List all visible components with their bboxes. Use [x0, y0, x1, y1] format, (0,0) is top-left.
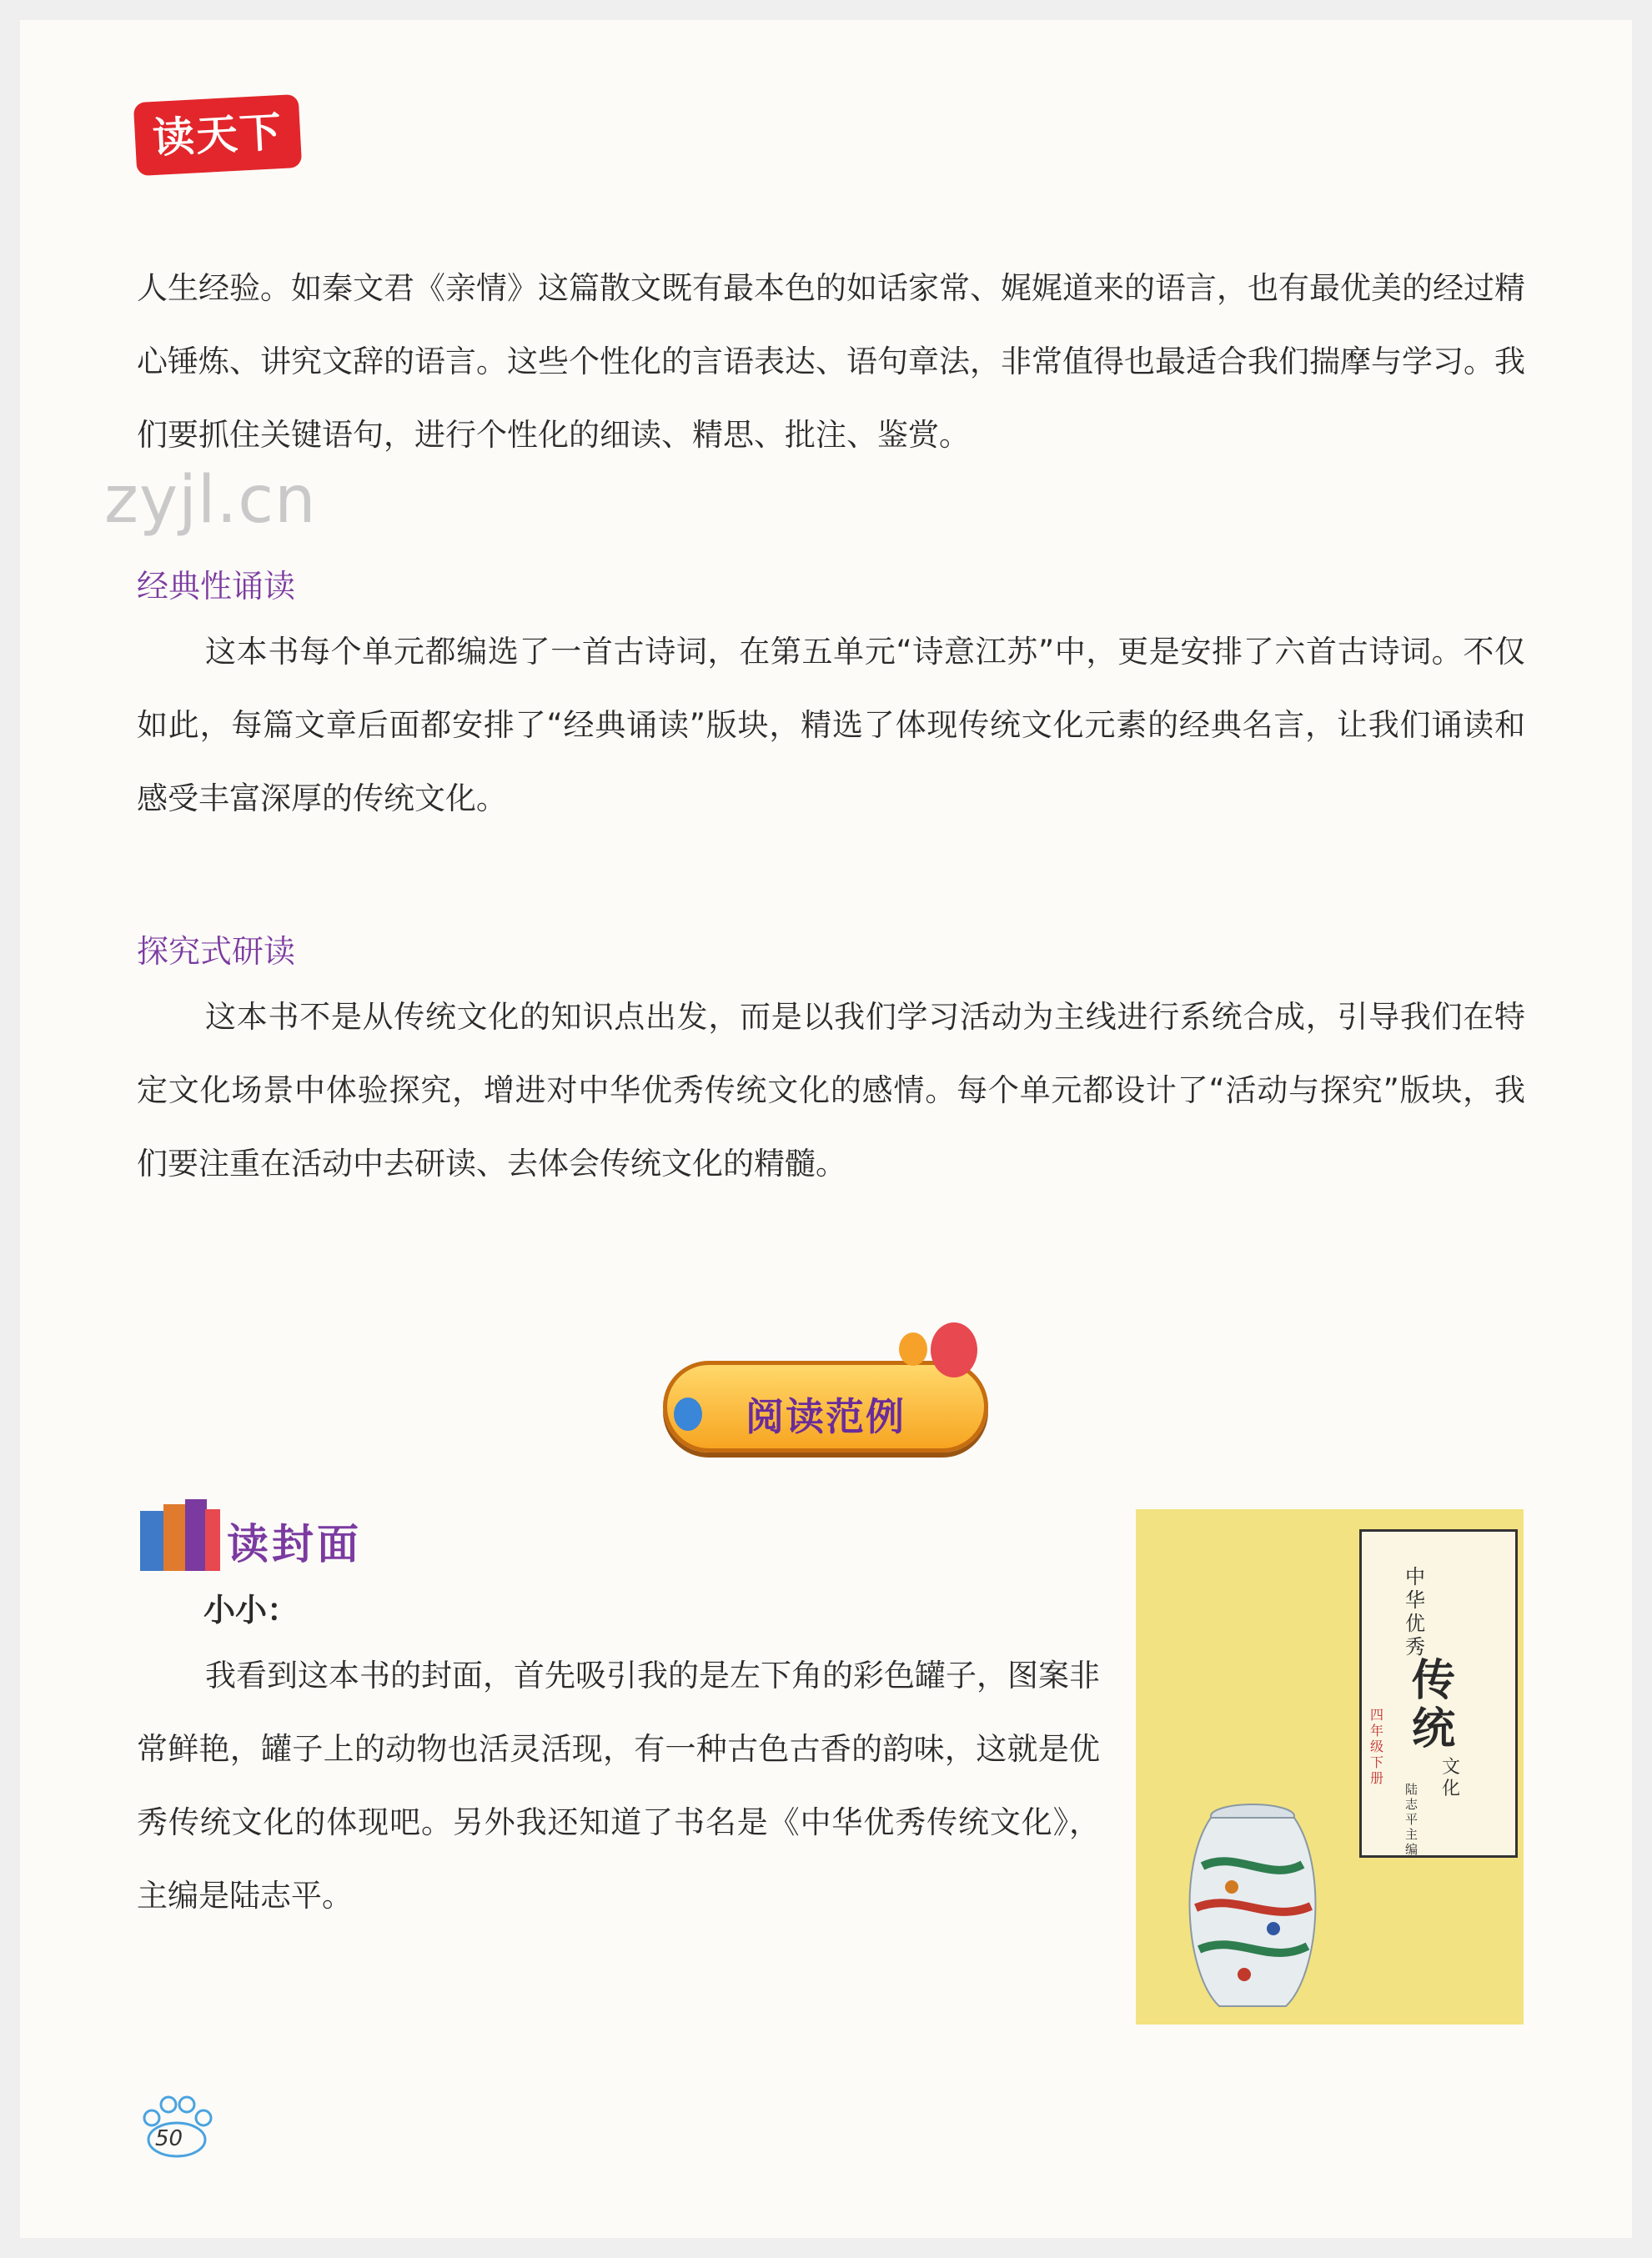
balloon-icon [674, 1397, 702, 1431]
reading-example-banner [663, 1361, 988, 1453]
page-number-badge [137, 2093, 220, 2160]
read-cover-title: 读封面 [227, 1520, 362, 1568]
heading-classic-recitation: 经典性诵读 [137, 568, 296, 605]
cover-title-panel [1359, 1529, 1518, 1858]
balloon-icon [931, 1322, 977, 1377]
cover-big-title: 传统 [1412, 1656, 1456, 1754]
heading-inquiry-reading: 探究式研读 [137, 933, 296, 970]
reading-example-label: 阅读范例 [746, 1394, 906, 1439]
page-number: 50 [155, 2126, 183, 2151]
cover-sub-title: 文化 [1442, 1757, 1461, 1799]
classic-recitation-paragraph: 这本书每个单元都编选了一首古诗词，在第五单元“诗意江苏”中，更是安排了六首古诗词。不仅如此，每篇文章后面都安排了“经典诵读”版块，精选了体现传统文化元素的经典名言，让我们诵读和感受丰富深厚的传统文化。 [137, 634, 1525, 816]
cover-grade: 四年级下册 [1370, 1707, 1384, 1786]
intro-paragraph: 人生经验。如秦文君《亲情》这篇散文既有最本色的如话家常、娓娓道来的语言，也有最优美的经过精心锤炼、讲究文辞的语言。这些个性化的言语表达、语句章法，非常值得也最适合我们揣摩与学习。我们要抓住关键语句，进行个性化的细读、精思、批注、鉴赏。 [137, 270, 1525, 453]
vase-illustration [1186, 1799, 1319, 2012]
cover-series-text: 中华优秀 [1405, 1565, 1425, 1658]
balloon-icon [899, 1332, 927, 1366]
speaker-name: 小小： [203, 1592, 299, 1628]
section-badge: 读天下 [133, 94, 302, 176]
book-cover-image [1136, 1509, 1524, 2025]
watermark: zyjl.cn [104, 463, 317, 538]
cover-reading-paragraph: 我看到这本书的封面，首先吸引我的是左下角的彩色罐子，图案非常鲜艳，罐子上的动物也活灵活现，有一种古色古香的韵味，这就是优秀传统文化的体现吧。另外我还知道了书名是《中华优秀传统文化》，主编是陆志平。 [137, 1658, 1100, 1914]
cover-editor: 陆志平 主编 [1405, 1782, 1419, 1857]
inquiry-reading-paragraph: 这本书不是从传统文化的知识点出发，而是以我们学习活动为主线进行系统合成，引导我们在特定文化场景中体验探究，增进对中华优秀传统文化的感情。每个单元都设计了“活动与探究”版块，我们要注重在活动中去研读、去体会传统文化的精髓。 [137, 999, 1525, 1182]
books-icon [138, 1493, 223, 1573]
